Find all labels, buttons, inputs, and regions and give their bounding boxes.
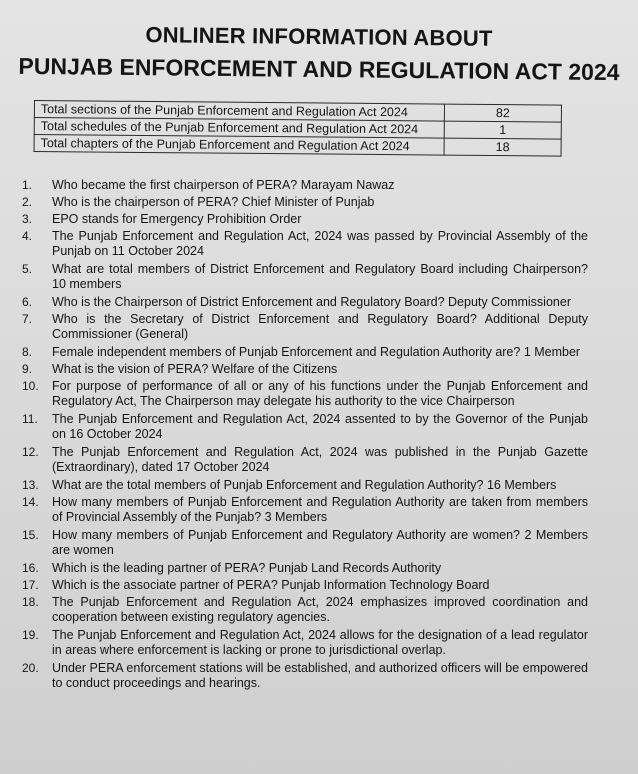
item-number: 16.	[22, 561, 39, 575]
item-text: Female independent members of Punjab Enforcement and Regulation Authority are? 1 Member	[52, 345, 581, 359]
item-number: 6.	[22, 295, 33, 309]
item-number: 10.	[22, 379, 39, 393]
list-item	[22, 379, 588, 412]
list-item	[22, 212, 588, 229]
table-cell-value: 82	[444, 104, 561, 122]
item-text: The Punjab Enforcement and Regulation Act, 2024 allows for the designation of a lead regulator in areas where enforcement is lacking or prone to jurisdictional overlap.	[52, 628, 588, 657]
item-number: 11.	[22, 412, 38, 426]
list-item	[22, 661, 588, 694]
item-number: 19.	[22, 628, 39, 642]
item-number: 9.	[22, 362, 33, 376]
list-item	[22, 412, 588, 445]
list-item	[22, 262, 588, 295]
list-item	[22, 578, 588, 595]
table-cell-label: Total sections of the Punjab Enforcement and Regulation Act 2024	[34, 101, 444, 122]
item-number: 8.	[22, 345, 33, 359]
question-list	[22, 178, 588, 694]
item-number: 13.	[22, 478, 39, 492]
list-item	[22, 195, 588, 212]
table-cell-value: 1	[444, 121, 561, 139]
item-number: 18.	[22, 595, 39, 609]
list-item	[22, 495, 588, 528]
list-item	[22, 362, 588, 379]
item-text: Who became the first chairperson of PERA? Marayam Nawaz	[52, 178, 395, 192]
item-number: 3.	[22, 212, 33, 226]
list-item	[22, 595, 588, 628]
item-text: The Punjab Enforcement and Regulation Act, 2024 was published in the Punjab Gazette (Extraordinary), dated 17 October 2024	[52, 445, 588, 474]
page-title-line-1: ONLINER INFORMATION ABOUT	[145, 22, 493, 51]
item-number: 1.	[22, 178, 33, 192]
list-item	[22, 312, 588, 345]
list-item	[22, 478, 588, 495]
item-text: How many members of Punjab Enforcement and Regulatory Authority are women? 2 Members are women	[52, 528, 588, 557]
item-number: 20.	[22, 661, 39, 675]
list-item	[22, 295, 588, 312]
table-row	[34, 135, 561, 157]
item-number: 2.	[22, 195, 33, 209]
item-number: 17.	[22, 578, 39, 592]
item-number: 15.	[22, 528, 39, 542]
list-item	[22, 528, 588, 561]
table-cell-value: 18	[444, 138, 561, 156]
item-text: Who is the chairperson of PERA? Chief Minister of Punjab	[52, 195, 375, 209]
item-text: Which is the leading partner of PERA? Punjab Land Records Authority	[52, 561, 442, 575]
item-text: Under PERA enforcement stations will be established, and authorized officers will be empowered to conduct proceedings and hearings.	[52, 661, 588, 690]
list-item	[22, 561, 588, 578]
list-item	[22, 628, 588, 661]
item-text: EPO stands for Emergency Prohibition Order	[52, 212, 302, 226]
list-item	[22, 178, 588, 195]
list-item	[22, 345, 588, 362]
item-text: Who is the Secretary of District Enforcement and Regulatory Board? Additional Deputy Commissioner (General)	[52, 312, 588, 341]
item-text: Which is the associate partner of PERA? Punjab Information Technology Board	[52, 578, 490, 592]
item-number: 7.	[22, 312, 33, 326]
item-number: 14.	[22, 495, 39, 509]
table-cell-label: Total chapters of the Punjab Enforcement and Regulation Act 2024	[34, 135, 444, 156]
item-text: How many members of Punjab Enforcement and Regulation Authority are taken from members of Provincial Assembly of the Punjab? 3 Members	[52, 495, 588, 524]
list-item	[22, 445, 588, 478]
item-text: The Punjab Enforcement and Regulation Act, 2024 assented to by the Governor of the Punjab on 16 October 2024	[52, 412, 588, 441]
item-text: The Punjab Enforcement and Regulation Act, 2024 emphasizes improved coordination and cooperation between existing regulatory agencies.	[52, 595, 588, 624]
list-item	[22, 229, 588, 262]
item-text: For purpose of performance of all or any of his functions under the Punjab Enforcement and Regulatory Act, The Chairperson may delegate his authority to the vice Chairperson	[52, 379, 588, 408]
item-text: What is the vision of PERA? Welfare of the Citizens	[52, 362, 338, 376]
item-text: Who is the Chairperson of District Enforcement and Regulatory Board? Deputy Commissioner	[52, 295, 571, 309]
item-text: The Punjab Enforcement and Regulation Act, 2024 was passed by Provincial Assembly of the Punjab on 11 October 2024	[52, 229, 588, 258]
item-number: 4.	[22, 229, 33, 243]
item-text: What are the total members of Punjab Enforcement and Regulation Authority? 16 Members	[52, 478, 557, 492]
item-number: 12.	[22, 445, 39, 459]
summary-table	[34, 100, 562, 157]
table-cell-label: Total schedules of the Punjab Enforcement and Regulation Act 2024	[34, 118, 444, 139]
item-number: 5.	[22, 262, 33, 276]
item-text: What are total members of District Enforcement and Regulatory Board including Chairperson? 10 members	[52, 262, 588, 291]
page-title-line-2: PUNJAB ENFORCEMENT AND REGULATION ACT 2024	[18, 52, 620, 86]
